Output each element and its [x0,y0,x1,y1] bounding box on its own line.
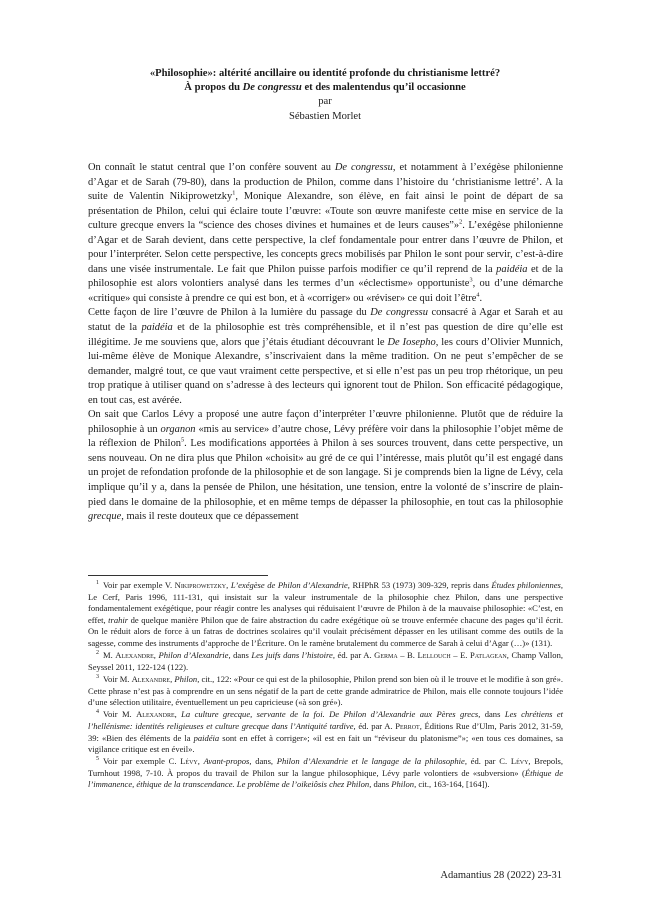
footnote-1: $^1$ Voir par exemple V. Nikiprowetzky, L’exégèse de Philon d’Alexandrie, RHPhR 53 (1973) 309-329, repris dans Études philoniennes, Le Cerf, Paris 1996, 111-131, qui insistait sur la valeur instrumentale de la philosophie chez Philon, dans une perspective fondamentalement exégétique, pour réagir contre les analyses qui réduisaient l’œuvre de Philon à de la mauvaise philosophie: «C’est, en effet, trahir de quelque manière Philon que de faire abstraction du cadre exégétique où se trouve enfermée chacune des pages qu’il écrit. On le réduit alors de force à un fatras de doctrines scolaires qu’il voulait précisément dépasser en les utilisant comme des outils de la sagesse, comme des instruments d’approche de l’Écriture. On le ramène brutalement du commerce de Sarah à celui d’Agar (…)» (131). [88,580,564,648]
journal-citation-footer: Adamantius 28 (2022) 23-31 [440,870,562,881]
footnote-ref-2[interactable]: 2 [459,218,463,226]
footnote-ref-1[interactable]: 1 [232,189,236,197]
author-name: Sébastien Morlet [288,110,362,122]
article-title-block [88,67,562,124]
footnote-3: $^3$ Voir M. Alexandre, Philon, cit., 122: «Pour ce qui est de la philosophie, Philon prend son bien où il le trouve et le modifie à son gré». Cette phrase n’est pas à comprendre en un sens négatif de la part de cette grande admiratrice de Philon, mais elle connote toujours l’idée d’une sélection utilitaire, éventuellement un peu capricieuse («à son gré»). [88,673,564,708]
article-body [88,161,563,525]
footnote-ref-3[interactable]: 3 [469,276,473,284]
paragraph-1: On connaît le statut central que l’on confère souvent au De congressu, et notamment à l’exégèse philonienne d’Agar et de Sarah (79-80), dans la production de Philon, comme dans l’histoire du ‘christianisme lettré’. A la suite de Valentin Nikiprowetzky$^1$, Monique Alexandre, son élève, en fait ainsi le point de départ de sa présentation de Philon, celui qui éclaire toute l’œuvre: «Toute son œuvre manifeste cette mise en service de la culture grecque envers la “science des choses divines et humaines et de leurs causes”»$^2$. L’exégèse philonienne d’Agar et de Sarah devient, dans cette perspective, la clef fondamentale pour entrer dans l’œuvre de Philon, et pour l’interpréter. Selon cette perspective, les concepts grecs mobilisés par Philon le sont pour servir, c’est-à-dire dans une visée instrumentale. Le fait que Philon puisse parfois modifier ce qu’il reprend de la paidéia et de la philosophie est alors volontiers analysé dans les termes d’un «éclectisme» opportuniste$^3$, ou d’une démarche «critique» qui consiste à prendre ce qui est bon, et à «corriger» ou «réviser» ce qui doit l’être$^4$. [88,162,563,304]
footnote-separator [88,575,268,576]
article-subtitle: À propos du De congressu et des malentendus qu’il occasionne [184,82,466,94]
paragraph-3: On sait que Carlos Lévy a proposé une autre façon d’interpréter l’œuvre philonienne. Plutôt que de réduire la philosophie à un organon «mis au service» d’autre chose, Lévy préfère voir dans la philosophie l’objet même de la réflexion de Philon$^5$. Les modifications apportées à Philon à ses sources trouvent, dans cette perspective, un sens nouveau. On ne dira plus que Philon «choisit» au gré de ce qui l’intéresse, mais plutôt qu’il est engagé dans un projet de refondation profonde de la philosophie et de son langage. Si je comprends bien la ligne de Lévy, cela implique qu’il y a, dans la pensée de Philon, une hésitation, une tension, entre la volonté de s’inscrire de plain-pied dans le domaine de la philosophie, et en même temps de dépasser la philosophie, en tout cas la philosophie grecque, mais il reste douteux que ce dépassement [88,409,563,523]
footnote-ref-5[interactable]: 5 [181,436,185,444]
footnotes [88,580,563,792]
footnote-2: $^2$ M. Alexandre, Philon d’Alexandrie, dans Les juifs dans l’histoire, éd. par A. Germa – B. Lellouch – E. Patlagean, Champ Vallon, Seyssel 2011, 122-124 (122). [88,650,563,672]
paragraph-2: Cette façon de lire l’œuvre de Philon à la lumière du passage du De congressu consacré à Agar et Sarah et au statut de la paidéia et de la philosophie est très compréhensible, et il n’est pas question de dire qu’elle est illégitime. Je me souviens que, alors que j’étais étudiant découvrant le De Iosepho, les cours d’Olivier Munnich, lui-même élève de Monique Alexandre, s’inscrivaient dans la même tradition. On ne peut s’empêcher de se demander, malgré tout, ce que vaut vraiment cette perspective, et si elle n’est pas un peu trop rhétorique, un peu trop pratique à utiliser quand on s’adresse à des lecteurs qui ignorent tout de Philon. Son efficacité pédagogique, en tout cas, est avérée. [88,307,564,406]
footnote-5: $^5$ Voir par exemple C. Lévy, Avant-propos, dans, Philon d’Alexandrie et le langage de la philosophie, éd. par C. Lévy, Brepols, Turnhout 1998, 7-10. À propos du travail de Philon sur la langue philosophique, Lévy parle volontiers de «subversion» (Éthique de l’immanence, éthique de la transcendance. Le problème de l’oikeiôsis chez Philon, dans Philon, cit., 163-164, [164]). [88,756,564,790]
article-title: «Philosophie»: altérité ancillaire ou identité profonde du christianisme lettré? [149,68,501,79]
byline-par: par [318,96,332,108]
footnote-4: $^4$ Voir M. Alexandre, La culture grecque, servante de la foi. De Philon d’Alexandrie aux Pères grecs, dans Les chrétiens et l’hellénisme: identités religieuses et culture grecque dans l’Antiquité tardive, éd. par A. Perrot, Éditions Rue d’Ulm, Paris 2012, 31-59, 39: «Bien des éléments de la paidéia sont en effet à corriger»; «il est en fait un “réviseur du platonisme”»; «en tous ces domaines, sa vigilance critique est en éveil». [88,709,563,755]
footnote-ref-4[interactable]: 4 [476,291,480,299]
